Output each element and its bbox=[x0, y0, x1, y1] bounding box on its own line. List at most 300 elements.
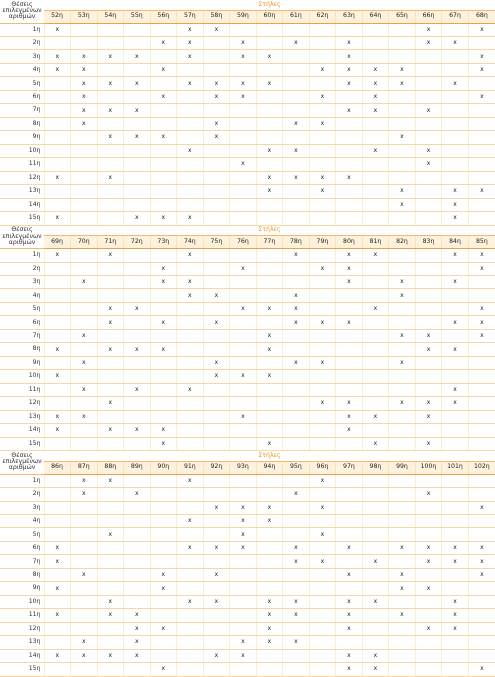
column-header: 94η bbox=[256, 461, 283, 474]
empty-cell bbox=[124, 501, 151, 514]
empty-cell bbox=[336, 555, 363, 568]
empty-cell bbox=[468, 131, 495, 144]
table-row bbox=[0, 158, 495, 171]
empty-cell bbox=[362, 158, 389, 171]
empty-cell bbox=[177, 90, 204, 103]
column-header: 83η bbox=[415, 236, 442, 249]
empty-cell bbox=[415, 649, 442, 662]
mark-cell: x bbox=[97, 595, 124, 608]
empty-cell bbox=[97, 36, 124, 49]
empty-cell bbox=[468, 582, 495, 595]
empty-cell bbox=[124, 568, 151, 581]
mark-cell: x bbox=[389, 289, 416, 302]
empty-cell bbox=[124, 63, 151, 76]
empty-cell bbox=[71, 316, 98, 329]
mark-cell: x bbox=[150, 663, 177, 676]
empty-cell bbox=[150, 488, 177, 501]
row-label: 10η bbox=[0, 595, 44, 608]
empty-cell bbox=[44, 397, 71, 410]
empty-cell bbox=[468, 171, 495, 184]
empty-cell bbox=[336, 158, 363, 171]
empty-cell bbox=[71, 528, 98, 541]
empty-cell bbox=[230, 249, 257, 262]
empty-cell bbox=[283, 275, 310, 288]
empty-cell bbox=[442, 63, 469, 76]
empty-cell bbox=[336, 302, 363, 315]
empty-cell bbox=[256, 23, 283, 36]
empty-cell bbox=[177, 158, 204, 171]
empty-cell bbox=[309, 289, 336, 302]
table-row bbox=[0, 249, 495, 262]
empty-cell bbox=[124, 474, 151, 487]
empty-cell bbox=[71, 424, 98, 437]
column-header: 71η bbox=[97, 236, 124, 249]
empty-cell bbox=[309, 622, 336, 635]
empty-cell bbox=[415, 131, 442, 144]
empty-cell bbox=[442, 356, 469, 369]
mark-cell: x bbox=[415, 36, 442, 49]
empty-cell bbox=[468, 117, 495, 130]
empty-cell bbox=[97, 144, 124, 157]
empty-cell bbox=[203, 185, 230, 198]
mark-cell: x bbox=[362, 302, 389, 315]
empty-cell bbox=[71, 131, 98, 144]
mark-cell: x bbox=[230, 501, 257, 514]
empty-cell bbox=[336, 528, 363, 541]
mark-cell: x bbox=[442, 249, 469, 262]
mark-cell: x bbox=[97, 609, 124, 622]
empty-cell bbox=[124, 249, 151, 262]
empty-cell bbox=[442, 649, 469, 662]
mark-cell: x bbox=[97, 474, 124, 487]
mark-cell: x bbox=[203, 595, 230, 608]
mark-cell: x bbox=[124, 488, 151, 501]
mark-cell: x bbox=[389, 397, 416, 410]
mark-cell: x bbox=[150, 131, 177, 144]
row-label: 6η bbox=[0, 541, 44, 554]
empty-cell bbox=[389, 528, 416, 541]
table-row bbox=[0, 262, 495, 275]
empty-cell bbox=[362, 568, 389, 581]
empty-cell bbox=[362, 424, 389, 437]
table-row bbox=[0, 649, 495, 662]
mark-cell: x bbox=[256, 514, 283, 527]
row-label: 11η bbox=[0, 383, 44, 396]
empty-cell bbox=[362, 316, 389, 329]
mark-cell: x bbox=[389, 329, 416, 342]
empty-cell bbox=[336, 488, 363, 501]
column-header: 58η bbox=[203, 10, 230, 23]
mark-cell: x bbox=[415, 582, 442, 595]
table-row bbox=[0, 50, 495, 63]
mark-cell: x bbox=[203, 90, 230, 103]
mark-cell: x bbox=[415, 541, 442, 554]
row-label: 14η bbox=[0, 649, 44, 662]
mark-cell: x bbox=[336, 609, 363, 622]
empty-cell bbox=[124, 275, 151, 288]
empty-cell bbox=[97, 622, 124, 635]
empty-cell bbox=[44, 302, 71, 315]
mark-cell: x bbox=[230, 636, 257, 649]
mark-cell: x bbox=[177, 289, 204, 302]
empty-cell bbox=[336, 117, 363, 130]
empty-cell bbox=[124, 555, 151, 568]
mark-cell: x bbox=[124, 424, 151, 437]
empty-cell bbox=[389, 343, 416, 356]
empty-cell bbox=[71, 249, 98, 262]
mark-cell: x bbox=[203, 23, 230, 36]
empty-cell bbox=[230, 104, 257, 117]
empty-cell bbox=[44, 275, 71, 288]
mark-cell: x bbox=[336, 568, 363, 581]
empty-cell bbox=[203, 302, 230, 315]
column-header: 95η bbox=[283, 461, 310, 474]
empty-cell bbox=[203, 424, 230, 437]
empty-cell bbox=[415, 63, 442, 76]
empty-cell bbox=[44, 144, 71, 157]
table-row bbox=[0, 117, 495, 130]
mark-cell: x bbox=[203, 131, 230, 144]
empty-cell bbox=[415, 568, 442, 581]
mark-cell: x bbox=[230, 528, 257, 541]
mark-cell: x bbox=[71, 488, 98, 501]
empty-cell bbox=[150, 514, 177, 527]
mark-cell: x bbox=[177, 144, 204, 157]
column-header: 59η bbox=[230, 10, 257, 23]
empty-cell bbox=[71, 158, 98, 171]
empty-cell bbox=[362, 501, 389, 514]
mark-cell: x bbox=[309, 555, 336, 568]
empty-cell bbox=[362, 397, 389, 410]
empty-cell bbox=[362, 609, 389, 622]
empty-cell bbox=[97, 383, 124, 396]
empty-cell bbox=[309, 370, 336, 383]
column-header: 100η bbox=[415, 461, 442, 474]
mark-cell: x bbox=[468, 90, 495, 103]
empty-cell bbox=[203, 474, 230, 487]
mark-cell: x bbox=[442, 198, 469, 211]
mark-cell: x bbox=[150, 275, 177, 288]
empty-cell bbox=[44, 77, 71, 90]
mark-cell: x bbox=[309, 474, 336, 487]
empty-cell bbox=[415, 117, 442, 130]
table-row bbox=[0, 663, 495, 676]
empty-cell bbox=[283, 568, 310, 581]
matrix-table-2 bbox=[0, 226, 495, 452]
row-header-label: Θέσεις επιλεγμένων αριθμών bbox=[0, 451, 44, 474]
empty-cell bbox=[44, 474, 71, 487]
row-label: 11η bbox=[0, 609, 44, 622]
empty-cell bbox=[177, 568, 204, 581]
empty-cell bbox=[124, 90, 151, 103]
row-label: 9η bbox=[0, 356, 44, 369]
mark-cell: x bbox=[124, 131, 151, 144]
empty-cell bbox=[468, 158, 495, 171]
empty-cell bbox=[177, 410, 204, 423]
empty-cell bbox=[256, 289, 283, 302]
empty-cell bbox=[442, 501, 469, 514]
empty-cell bbox=[468, 514, 495, 527]
table-row bbox=[0, 198, 495, 211]
empty-cell bbox=[124, 528, 151, 541]
mark-cell: x bbox=[442, 316, 469, 329]
table-row bbox=[0, 356, 495, 369]
empty-cell bbox=[389, 158, 416, 171]
empty-cell bbox=[177, 63, 204, 76]
mark-cell: x bbox=[230, 514, 257, 527]
empty-cell bbox=[389, 144, 416, 157]
empty-cell bbox=[389, 36, 416, 49]
empty-cell bbox=[71, 663, 98, 676]
table-row bbox=[0, 541, 495, 554]
mark-cell: x bbox=[230, 302, 257, 315]
empty-cell bbox=[309, 104, 336, 117]
empty-cell bbox=[71, 144, 98, 157]
empty-cell bbox=[283, 63, 310, 76]
empty-cell bbox=[309, 144, 336, 157]
empty-cell bbox=[442, 262, 469, 275]
empty-cell bbox=[389, 514, 416, 527]
empty-cell bbox=[71, 212, 98, 225]
empty-cell bbox=[44, 514, 71, 527]
empty-cell bbox=[389, 410, 416, 423]
empty-cell bbox=[44, 289, 71, 302]
mark-cell: x bbox=[468, 663, 495, 676]
empty-cell bbox=[442, 131, 469, 144]
column-header: 98η bbox=[362, 461, 389, 474]
empty-cell bbox=[362, 474, 389, 487]
mark-cell: x bbox=[256, 622, 283, 635]
mark-cell: x bbox=[150, 343, 177, 356]
empty-cell bbox=[442, 329, 469, 342]
empty-cell bbox=[442, 663, 469, 676]
empty-cell bbox=[283, 329, 310, 342]
empty-cell bbox=[362, 131, 389, 144]
mark-cell: x bbox=[336, 541, 363, 554]
column-header: 79η bbox=[309, 236, 336, 249]
mark-cell: x bbox=[150, 90, 177, 103]
empty-cell bbox=[362, 171, 389, 184]
mark-cell: x bbox=[177, 249, 204, 262]
empty-cell bbox=[468, 104, 495, 117]
mark-cell: x bbox=[177, 77, 204, 90]
mark-cell: x bbox=[389, 568, 416, 581]
table-row bbox=[0, 90, 495, 103]
empty-cell bbox=[71, 609, 98, 622]
mark-cell: x bbox=[97, 528, 124, 541]
empty-cell bbox=[44, 595, 71, 608]
mark-cell: x bbox=[150, 36, 177, 49]
empty-cell bbox=[150, 649, 177, 662]
empty-cell bbox=[44, 131, 71, 144]
column-header: 102η bbox=[468, 461, 495, 474]
empty-cell bbox=[442, 370, 469, 383]
mark-cell: x bbox=[150, 316, 177, 329]
empty-cell bbox=[71, 595, 98, 608]
mark-cell: x bbox=[415, 437, 442, 450]
mark-cell: x bbox=[177, 36, 204, 49]
empty-cell bbox=[177, 104, 204, 117]
mark-cell: x bbox=[71, 275, 98, 288]
empty-cell bbox=[230, 316, 257, 329]
table-row bbox=[0, 131, 495, 144]
empty-cell bbox=[124, 289, 151, 302]
mark-cell: x bbox=[71, 636, 98, 649]
empty-cell bbox=[256, 63, 283, 76]
empty-cell bbox=[44, 329, 71, 342]
empty-cell bbox=[283, 198, 310, 211]
empty-cell bbox=[415, 198, 442, 211]
mark-cell: x bbox=[124, 343, 151, 356]
empty-cell bbox=[468, 343, 495, 356]
mark-cell: x bbox=[44, 410, 71, 423]
mark-cell: x bbox=[203, 117, 230, 130]
section-title: Στήλες bbox=[44, 226, 495, 236]
empty-cell bbox=[44, 316, 71, 329]
empty-cell bbox=[283, 514, 310, 527]
column-header: 64η bbox=[362, 10, 389, 23]
empty-cell bbox=[230, 117, 257, 130]
empty-cell bbox=[256, 316, 283, 329]
row-label: 1η bbox=[0, 249, 44, 262]
empty-cell bbox=[389, 649, 416, 662]
empty-cell bbox=[389, 474, 416, 487]
mark-cell: x bbox=[389, 185, 416, 198]
empty-cell bbox=[362, 488, 389, 501]
empty-cell bbox=[309, 329, 336, 342]
empty-cell bbox=[230, 171, 257, 184]
empty-cell bbox=[362, 370, 389, 383]
row-label: 11η bbox=[0, 158, 44, 171]
empty-cell bbox=[283, 528, 310, 541]
column-header: 78η bbox=[283, 236, 310, 249]
table-row bbox=[0, 437, 495, 450]
empty-cell bbox=[203, 622, 230, 635]
empty-cell bbox=[44, 568, 71, 581]
row-label: 12η bbox=[0, 171, 44, 184]
empty-cell bbox=[309, 50, 336, 63]
empty-cell bbox=[389, 104, 416, 117]
row-label: 3η bbox=[0, 50, 44, 63]
row-label: 12η bbox=[0, 622, 44, 635]
empty-cell bbox=[150, 50, 177, 63]
empty-cell bbox=[256, 90, 283, 103]
empty-cell bbox=[124, 410, 151, 423]
empty-cell bbox=[71, 541, 98, 554]
column-header: 52η bbox=[44, 10, 71, 23]
empty-cell bbox=[256, 424, 283, 437]
column-header: 67η bbox=[442, 10, 469, 23]
empty-cell bbox=[150, 528, 177, 541]
empty-cell bbox=[256, 158, 283, 171]
column-header: 74η bbox=[177, 236, 204, 249]
mark-cell: x bbox=[362, 77, 389, 90]
empty-cell bbox=[362, 582, 389, 595]
empty-cell bbox=[230, 23, 257, 36]
mark-cell: x bbox=[283, 117, 310, 130]
empty-cell bbox=[177, 555, 204, 568]
empty-cell bbox=[71, 289, 98, 302]
empty-cell bbox=[150, 329, 177, 342]
empty-cell bbox=[468, 636, 495, 649]
empty-cell bbox=[442, 474, 469, 487]
mark-cell: x bbox=[256, 77, 283, 90]
empty-cell bbox=[124, 171, 151, 184]
mark-cell: x bbox=[177, 212, 204, 225]
empty-cell bbox=[468, 77, 495, 90]
mark-cell: x bbox=[283, 595, 310, 608]
mark-cell: x bbox=[71, 104, 98, 117]
mark-cell: x bbox=[124, 383, 151, 396]
mark-cell: x bbox=[415, 343, 442, 356]
empty-cell bbox=[389, 262, 416, 275]
empty-cell bbox=[309, 383, 336, 396]
empty-cell bbox=[389, 316, 416, 329]
empty-cell bbox=[336, 144, 363, 157]
mark-cell: x bbox=[230, 370, 257, 383]
empty-cell bbox=[71, 185, 98, 198]
empty-cell bbox=[362, 212, 389, 225]
empty-cell bbox=[71, 370, 98, 383]
column-header: 60η bbox=[256, 10, 283, 23]
table-row bbox=[0, 289, 495, 302]
empty-cell bbox=[230, 555, 257, 568]
mark-cell: x bbox=[203, 568, 230, 581]
empty-cell bbox=[150, 541, 177, 554]
mark-cell: x bbox=[442, 343, 469, 356]
empty-cell bbox=[44, 622, 71, 635]
mark-cell: x bbox=[44, 424, 71, 437]
mark-cell: x bbox=[336, 397, 363, 410]
empty-cell bbox=[97, 568, 124, 581]
mark-cell: x bbox=[309, 90, 336, 103]
mark-cell: x bbox=[442, 383, 469, 396]
empty-cell bbox=[283, 383, 310, 396]
empty-cell bbox=[362, 356, 389, 369]
empty-cell bbox=[256, 397, 283, 410]
empty-cell bbox=[309, 302, 336, 315]
empty-cell bbox=[389, 663, 416, 676]
column-header: 82η bbox=[389, 236, 416, 249]
empty-cell bbox=[150, 383, 177, 396]
empty-cell bbox=[389, 171, 416, 184]
mark-cell: x bbox=[97, 171, 124, 184]
mark-cell: x bbox=[71, 474, 98, 487]
empty-cell bbox=[442, 171, 469, 184]
mark-cell: x bbox=[150, 582, 177, 595]
empty-cell bbox=[468, 609, 495, 622]
mark-cell: x bbox=[256, 636, 283, 649]
empty-cell bbox=[442, 158, 469, 171]
mark-cell: x bbox=[442, 541, 469, 554]
mark-cell: x bbox=[309, 185, 336, 198]
mark-cell: x bbox=[389, 131, 416, 144]
mark-cell: x bbox=[124, 212, 151, 225]
row-label: 4η bbox=[0, 514, 44, 527]
empty-cell bbox=[203, 249, 230, 262]
mark-cell: x bbox=[468, 541, 495, 554]
empty-cell bbox=[230, 131, 257, 144]
column-header: 91η bbox=[177, 461, 204, 474]
empty-cell bbox=[150, 397, 177, 410]
empty-cell bbox=[124, 582, 151, 595]
mark-cell: x bbox=[442, 595, 469, 608]
table-row bbox=[0, 501, 495, 514]
empty-cell bbox=[97, 185, 124, 198]
mark-cell: x bbox=[177, 514, 204, 527]
empty-cell bbox=[256, 541, 283, 554]
mark-cell: x bbox=[44, 370, 71, 383]
